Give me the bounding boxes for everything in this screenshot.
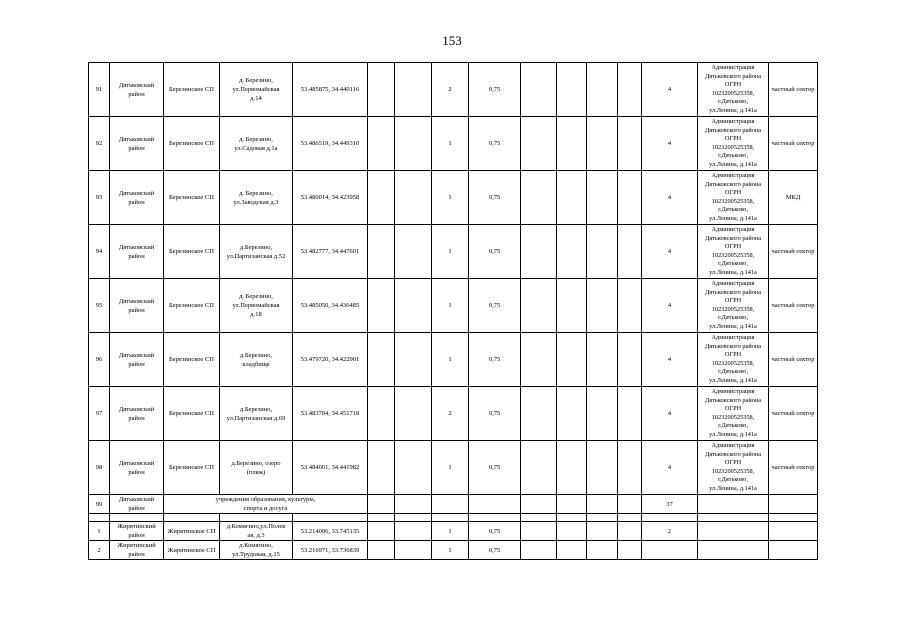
settlement-cell: Березинское СП <box>164 117 220 171</box>
settlement-cell: Березинское СП <box>164 225 220 279</box>
empty-cell <box>587 522 618 541</box>
address-cell: д.Комягино,ул.Полев ая, д.3 <box>220 522 293 541</box>
empty-cell <box>368 522 395 541</box>
table-row <box>89 333 818 387</box>
container-count-cell: 1 <box>432 541 469 560</box>
settlement-cell: Березинское СП <box>164 387 220 441</box>
district-cell: Дятьковский район <box>110 441 164 495</box>
sector-cell: частный сектор <box>769 117 818 171</box>
empty-cell <box>521 495 557 514</box>
empty-cell <box>587 279 618 333</box>
coordinates-cell: 53.485875, 34.440116 <box>293 63 368 117</box>
owner-organization-cell: Администрация Дятьковского района ОГРН 1023200525358, г.Дятьково, ул.Ленина, д.141а <box>698 171 769 225</box>
sector-cell: частный сектор <box>769 279 818 333</box>
container-count-cell: 1 <box>432 522 469 541</box>
row-number: 97 <box>89 387 110 441</box>
frequency-cell: 4 <box>642 387 698 441</box>
district-cell: Жирятинский район <box>110 541 164 560</box>
empty-cell <box>395 514 432 522</box>
row-number: 96 <box>89 333 110 387</box>
empty-cell <box>618 495 642 514</box>
container-volume-cell: 0,75 <box>469 333 521 387</box>
container-count-cell: 1 <box>432 171 469 225</box>
empty-cell <box>469 514 521 522</box>
frequency-cell: 4 <box>642 333 698 387</box>
container-volume-cell: 0,75 <box>469 171 521 225</box>
owner-organization-cell: Администрация Дятьковского района ОГРН 1023200525358, г.Дятьково, ул.Ленина, д.141а <box>698 63 769 117</box>
container-count-cell: 1 <box>432 225 469 279</box>
district-cell: Дятьковский район <box>110 117 164 171</box>
empty-cell <box>368 117 395 171</box>
empty-cell <box>521 279 557 333</box>
empty-cell <box>368 387 395 441</box>
empty-cell <box>395 63 432 117</box>
table-row <box>89 171 818 225</box>
empty-cell <box>557 171 587 225</box>
empty-cell <box>395 117 432 171</box>
table-row <box>89 522 818 541</box>
empty-cell <box>368 279 395 333</box>
container-volume-cell: 0,75 <box>469 279 521 333</box>
empty-cell <box>587 514 618 522</box>
table-row <box>89 387 818 441</box>
settlement-cell: Березинское СП <box>164 63 220 117</box>
row-number: 99 <box>89 495 110 514</box>
total-cell: 37 <box>642 495 698 514</box>
address-cell: д. Березино, ул.Первомайская д.14 <box>220 63 293 117</box>
table-row <box>89 117 818 171</box>
empty-cell <box>587 225 618 279</box>
settlement-cell: Березинское СП <box>164 333 220 387</box>
empty-cell <box>587 63 618 117</box>
empty-cell <box>557 225 587 279</box>
empty-cell <box>521 522 557 541</box>
frequency-cell: 4 <box>642 171 698 225</box>
empty-cell <box>368 171 395 225</box>
coordinates-cell: 53.485050, 34.436485 <box>293 279 368 333</box>
empty-cell <box>587 117 618 171</box>
empty-cell <box>395 387 432 441</box>
row-number: 93 <box>89 171 110 225</box>
empty-cell <box>164 514 220 522</box>
sector-cell <box>769 522 818 541</box>
row-number: 2 <box>89 541 110 560</box>
empty-cell <box>587 387 618 441</box>
table-row <box>89 441 818 495</box>
owner-organization-cell <box>698 541 769 560</box>
row-number: 95 <box>89 279 110 333</box>
empty-cell <box>395 333 432 387</box>
empty-cell <box>395 441 432 495</box>
table-row <box>89 279 818 333</box>
container-count-cell: 1 <box>432 333 469 387</box>
coordinates-cell: 53.484001, 34.441982 <box>293 441 368 495</box>
empty-cell <box>618 63 642 117</box>
container-count-cell: 1 <box>432 279 469 333</box>
sector-cell <box>769 541 818 560</box>
empty-cell <box>521 441 557 495</box>
empty-cell <box>618 522 642 541</box>
address-cell: д.Березино, ул.Партизанская д.52 <box>220 225 293 279</box>
row-number: 91 <box>89 63 110 117</box>
empty-cell <box>557 522 587 541</box>
address-cell: д. Березино, ул.Заводская д.3 <box>220 171 293 225</box>
address-cell: д. Березино, ул.Первомайская д.18 <box>220 279 293 333</box>
empty-cell <box>557 495 587 514</box>
frequency-cell: 4 <box>642 225 698 279</box>
empty-cell <box>618 541 642 560</box>
district-cell: Дятьковский район <box>110 279 164 333</box>
row-number: 98 <box>89 441 110 495</box>
container-volume-cell: 0,75 <box>469 387 521 441</box>
empty-cell <box>368 63 395 117</box>
sector-cell: частный сектор <box>769 225 818 279</box>
container-count-cell: 1 <box>432 117 469 171</box>
spacer-row <box>89 514 818 522</box>
empty-cell <box>432 495 469 514</box>
empty-cell <box>557 441 587 495</box>
district-cell: Дятьковский район <box>110 333 164 387</box>
empty-cell <box>368 225 395 279</box>
empty-cell <box>521 514 557 522</box>
owner-organization-cell: Администрация Дятьковского района ОГРН 1023200525358, г.Дятьково, ул.Ленина, д.141а <box>698 279 769 333</box>
district-cell: Дятьковский район <box>110 495 164 514</box>
settlement-cell: Березинское СП <box>164 441 220 495</box>
empty-cell <box>587 495 618 514</box>
container-volume-cell: 0,75 <box>469 541 521 560</box>
empty-cell <box>587 441 618 495</box>
empty-cell <box>521 171 557 225</box>
settlement-cell: Жирятинское СП <box>164 541 220 560</box>
empty-cell <box>557 387 587 441</box>
row-number: 94 <box>89 225 110 279</box>
empty-cell <box>557 514 587 522</box>
owner-organization-cell: Администрация Дятьковского района ОГРН 1023200525358, г.Дятьково, ул.Ленина, д.141а <box>698 225 769 279</box>
owner-organization-cell: Администрация Дятьковского района ОГРН 1023200525358, г.Дятьково, ул.Ленина, д.141а <box>698 441 769 495</box>
empty-cell <box>769 514 818 522</box>
owner-organization-cell: Администрация Дятьковского района ОГРН 1023200525358, г.Дятьково, ул.Ленина, д.141а <box>698 387 769 441</box>
category-description-cell: учреждения образования, культуры, спорта и досуга <box>164 495 368 514</box>
sites-table <box>88 62 818 560</box>
empty-cell <box>521 333 557 387</box>
coordinates-cell: 53.479720, 34.422901 <box>293 333 368 387</box>
coordinates-cell: 53.214006, 33.745135 <box>293 522 368 541</box>
frequency-cell: 4 <box>642 117 698 171</box>
sector-cell: частный сектор <box>769 441 818 495</box>
empty-cell <box>432 514 469 522</box>
container-count-cell: 2 <box>432 387 469 441</box>
empty-cell <box>395 541 432 560</box>
empty-cell <box>293 514 368 522</box>
empty-cell <box>557 541 587 560</box>
coordinates-cell: 53.483784, 34.451718 <box>293 387 368 441</box>
empty-cell <box>220 514 293 522</box>
empty-cell <box>110 514 164 522</box>
empty-cell <box>521 541 557 560</box>
address-cell: д.Березино, озеро (пляж) <box>220 441 293 495</box>
empty-cell <box>587 171 618 225</box>
frequency-cell: 4 <box>642 441 698 495</box>
empty-cell <box>618 171 642 225</box>
owner-organization-cell: Администрация Дятьковского района ОГРН 1023200525358, г.Дятьково, ул.Ленина, д.141а <box>698 117 769 171</box>
table-row <box>89 541 818 560</box>
empty-cell <box>368 495 395 514</box>
empty-cell <box>395 279 432 333</box>
empty-cell <box>521 387 557 441</box>
empty-cell <box>618 441 642 495</box>
empty-cell <box>395 495 432 514</box>
empty-cell <box>395 171 432 225</box>
empty-cell <box>618 117 642 171</box>
frequency-cell: 4 <box>642 63 698 117</box>
empty-cell <box>618 225 642 279</box>
container-volume-cell: 0,75 <box>469 117 521 171</box>
sector-cell: МКД <box>769 171 818 225</box>
container-count-cell: 2 <box>432 63 469 117</box>
empty-cell <box>368 541 395 560</box>
coordinates-cell: 53.480014, 34.423958 <box>293 171 368 225</box>
empty-cell <box>698 495 769 514</box>
district-cell: Жирятинский район <box>110 522 164 541</box>
coordinates-cell: 53.486519, 34.449310 <box>293 117 368 171</box>
row-number: 1 <box>89 522 110 541</box>
container-volume-cell: 0,75 <box>469 522 521 541</box>
page-number: 153 <box>442 33 462 48</box>
owner-organization-cell <box>698 522 769 541</box>
empty-cell <box>587 333 618 387</box>
empty-cell <box>521 117 557 171</box>
district-cell: Дятьковский район <box>110 171 164 225</box>
empty-cell <box>642 514 698 522</box>
empty-cell <box>698 514 769 522</box>
container-count-cell: 1 <box>432 441 469 495</box>
empty-cell <box>618 387 642 441</box>
empty-cell <box>395 225 432 279</box>
table-row <box>89 225 818 279</box>
table-row <box>89 495 818 514</box>
empty-cell <box>557 333 587 387</box>
empty-cell <box>89 514 110 522</box>
district-cell: Дятьковский район <box>110 387 164 441</box>
address-cell: д. Березино, ул.Садовая д.1а <box>220 117 293 171</box>
empty-cell <box>618 333 642 387</box>
frequency-cell <box>642 541 698 560</box>
settlement-cell: Березинское СП <box>164 171 220 225</box>
empty-cell <box>469 495 521 514</box>
empty-cell <box>368 514 395 522</box>
empty-cell <box>618 514 642 522</box>
empty-cell <box>557 63 587 117</box>
owner-organization-cell: Администрация Дятьковского района ОГРН 1023200525358, г.Дятьково, ул.Ленина, д.141а <box>698 333 769 387</box>
container-volume-cell: 0,75 <box>469 441 521 495</box>
empty-cell <box>769 495 818 514</box>
sector-cell: частный сектор <box>769 63 818 117</box>
container-volume-cell: 0,75 <box>469 63 521 117</box>
table-row <box>89 63 818 117</box>
coordinates-cell: 53.482777, 34.447601 <box>293 225 368 279</box>
empty-cell <box>557 279 587 333</box>
coordinates-cell: 53.216971, 33.736839 <box>293 541 368 560</box>
empty-cell <box>395 522 432 541</box>
frequency-cell: 2 <box>642 522 698 541</box>
empty-cell <box>557 117 587 171</box>
address-cell: д.Березино, кладбище <box>220 333 293 387</box>
row-number: 92 <box>89 117 110 171</box>
empty-cell <box>618 279 642 333</box>
address-cell: д.Комягино, ул.Трудовая, д.15 <box>220 541 293 560</box>
empty-cell <box>521 225 557 279</box>
settlement-cell: Жирятинское СП <box>164 522 220 541</box>
empty-cell <box>368 333 395 387</box>
sector-cell: частный сектор <box>769 333 818 387</box>
address-cell: д.Березино, ул.Партизанская д.69 <box>220 387 293 441</box>
container-volume-cell: 0,75 <box>469 225 521 279</box>
district-cell: Дятьковский район <box>110 225 164 279</box>
settlement-cell: Березинское СП <box>164 279 220 333</box>
empty-cell <box>521 63 557 117</box>
empty-cell <box>368 441 395 495</box>
frequency-cell: 4 <box>642 279 698 333</box>
district-cell: Дятьковский район <box>110 63 164 117</box>
sector-cell: частный сектор <box>769 387 818 441</box>
empty-cell <box>587 541 618 560</box>
